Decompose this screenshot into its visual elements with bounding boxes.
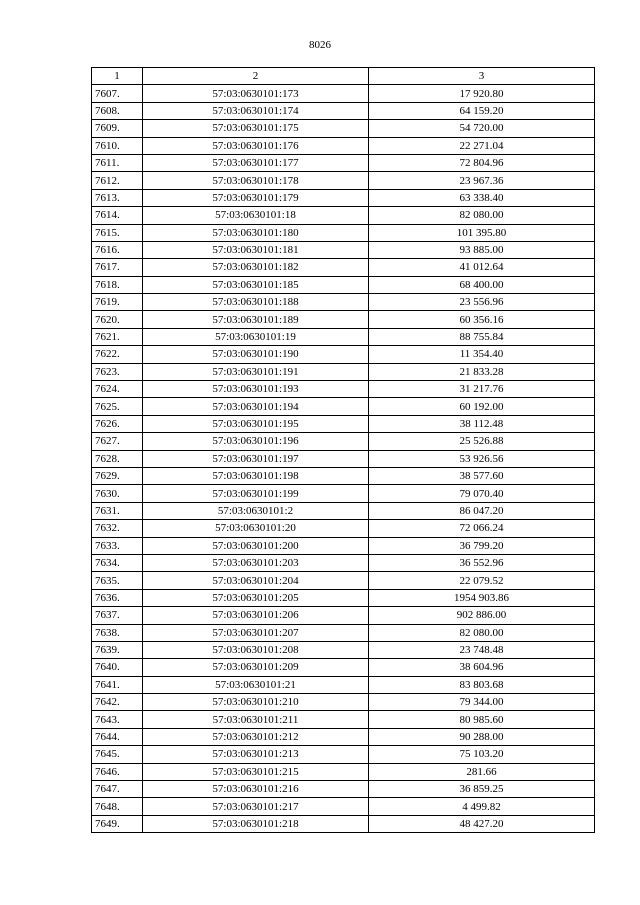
table-row [92,624,595,641]
cadastral-value-cell: 72 066.24 [369,520,595,537]
row-number-cell: 7609. [92,120,143,137]
row-number-cell: 7644. [92,728,143,745]
cadastral-value-cell: 63 338.40 [369,189,595,206]
cadastral-value-cell: 23 556.96 [369,294,595,311]
row-number-cell: 7614. [92,207,143,224]
table-row [92,311,595,328]
cadastral-value-cell: 21 833.28 [369,363,595,380]
table-row [92,433,595,450]
header-col-3: 3 [369,68,595,85]
table-row [92,676,595,693]
cadastral-number-cell: 57:03:0630101:191 [143,363,369,380]
cadastral-value-cell: 80 985.60 [369,711,595,728]
cadastral-value-cell: 38 112.48 [369,415,595,432]
cadastral-value-cell: 93 885.00 [369,241,595,258]
cadastral-number-cell: 57:03:0630101:215 [143,763,369,780]
cadastral-number-cell: 57:03:0630101:176 [143,137,369,154]
cadastral-number-cell: 57:03:0630101:204 [143,572,369,589]
cadastral-value-cell: 53 926.56 [369,450,595,467]
row-number-cell: 7612. [92,172,143,189]
cadastral-number-cell: 57:03:0630101:177 [143,154,369,171]
row-number-cell: 7626. [92,415,143,432]
header-row [92,68,595,85]
cadastral-number-cell: 57:03:0630101:198 [143,467,369,484]
cadastral-number-cell: 57:03:0630101:197 [143,450,369,467]
cadastral-value-cell: 25 526.88 [369,433,595,450]
cadastral-number-cell: 57:03:0630101:175 [143,120,369,137]
cadastral-number-cell: 57:03:0630101:209 [143,659,369,676]
cadastral-value-cell: 82 080.00 [369,624,595,641]
row-number-cell: 7634. [92,554,143,571]
table-row [92,781,595,798]
table-row [92,694,595,711]
cadastral-number-cell: 57:03:0630101:178 [143,172,369,189]
row-number-cell: 7613. [92,189,143,206]
table-row [92,589,595,606]
page-number: 8026 [309,39,331,51]
row-number-cell: 7611. [92,154,143,171]
cadastral-value-cell: 88 755.84 [369,328,595,345]
row-number-cell: 7633. [92,537,143,554]
row-number-cell: 7630. [92,485,143,502]
cadastral-number-cell: 57:03:0630101:210 [143,694,369,711]
row-number-cell: 7640. [92,659,143,676]
row-number-cell: 7616. [92,241,143,258]
cadastral-value-cell: 1954 903.86 [369,589,595,606]
table-row [92,85,595,102]
row-number-cell: 7622. [92,346,143,363]
table-row [92,815,595,832]
cadastral-value-cell: 41 012.64 [369,259,595,276]
cadastral-number-cell: 57:03:0630101:205 [143,589,369,606]
cadastral-number-cell: 57:03:0630101:200 [143,537,369,554]
row-number-cell: 7615. [92,224,143,241]
cadastral-value-cell: 22 271.04 [369,137,595,154]
table-row [92,294,595,311]
cadastral-value-cell: 83 803.68 [369,676,595,693]
row-number-cell: 7645. [92,746,143,763]
cadastral-number-cell: 57:03:0630101:208 [143,641,369,658]
cadastral-value-cell: 75 103.20 [369,746,595,763]
cadastral-value-cell: 38 577.60 [369,467,595,484]
row-number-cell: 7646. [92,763,143,780]
cadastral-number-cell: 57:03:0630101:179 [143,189,369,206]
row-number-cell: 7649. [92,815,143,832]
row-number-cell: 7638. [92,624,143,641]
row-number-cell: 7617. [92,259,143,276]
table-row [92,711,595,728]
table-row [92,763,595,780]
cadastral-number-cell: 57:03:0630101:2 [143,502,369,519]
table-row [92,537,595,554]
table-row [92,607,595,624]
table-row [92,659,595,676]
row-number-cell: 7643. [92,711,143,728]
row-number-cell: 7631. [92,502,143,519]
cadastral-value-cell: 38 604.96 [369,659,595,676]
table-row [92,415,595,432]
row-number-cell: 7627. [92,433,143,450]
row-number-cell: 7620. [92,311,143,328]
cadastral-number-cell: 57:03:0630101:180 [143,224,369,241]
cadastral-number-cell: 57:03:0630101:181 [143,241,369,258]
cadastral-number-cell: 57:03:0630101:21 [143,676,369,693]
cadastral-value-cell: 36 859.25 [369,781,595,798]
row-number-cell: 7636. [92,589,143,606]
cadastral-number-cell: 57:03:0630101:203 [143,554,369,571]
table-row [92,554,595,571]
row-number-cell: 7629. [92,467,143,484]
row-number-cell: 7637. [92,607,143,624]
cadastral-number-cell: 57:03:0630101:20 [143,520,369,537]
cadastral-number-cell: 57:03:0630101:206 [143,607,369,624]
table-row [92,485,595,502]
cadastral-value-cell: 23 967.36 [369,172,595,189]
cadastral-value-cell: 281.66 [369,763,595,780]
row-number-cell: 7648. [92,798,143,815]
cadastral-number-cell: 57:03:0630101:185 [143,276,369,293]
row-number-cell: 7619. [92,294,143,311]
cadastral-value-cell: 902 886.00 [369,607,595,624]
cadastral-value-cell: 68 400.00 [369,276,595,293]
table-row [92,207,595,224]
cadastral-value-cell: 11 354.40 [369,346,595,363]
cadastral-number-cell: 57:03:0630101:19 [143,328,369,345]
cadastral-number-cell: 57:03:0630101:190 [143,346,369,363]
cadastral-value-cell: 31 217.76 [369,381,595,398]
header-col-2: 2 [143,68,369,85]
cadastral-value-cell: 101 395.80 [369,224,595,241]
cadastral-number-cell: 57:03:0630101:193 [143,381,369,398]
row-number-cell: 7628. [92,450,143,467]
header-col-1: 1 [92,68,143,85]
cadastral-value-cell: 90 288.00 [369,728,595,745]
row-number-cell: 7635. [92,572,143,589]
cadastral-value-cell: 64 159.20 [369,102,595,119]
cadastral-number-cell: 57:03:0630101:199 [143,485,369,502]
table-row [92,467,595,484]
cadastral-value-cell: 17 920.80 [369,85,595,102]
cadastral-number-cell: 57:03:0630101:188 [143,294,369,311]
table-row [92,728,595,745]
table-row [92,502,595,519]
table-row [92,398,595,415]
table-row [92,450,595,467]
cadastral-value-cell: 22 079.52 [369,572,595,589]
cadastral-value-cell: 60 356.16 [369,311,595,328]
row-number-cell: 7647. [92,781,143,798]
row-number-cell: 7618. [92,276,143,293]
row-number-cell: 7607. [92,85,143,102]
cadastral-value-cell: 54 720.00 [369,120,595,137]
cadastral-number-cell: 57:03:0630101:211 [143,711,369,728]
table-row [92,259,595,276]
table-row [92,120,595,137]
cadastral-number-cell: 57:03:0630101:196 [143,433,369,450]
cadastral-number-cell: 57:03:0630101:213 [143,746,369,763]
row-number-cell: 7624. [92,381,143,398]
cadastral-number-cell: 57:03:0630101:207 [143,624,369,641]
cadastral-value-cell: 86 047.20 [369,502,595,519]
table-row [92,172,595,189]
table-row [92,224,595,241]
row-number-cell: 7642. [92,694,143,711]
cadastral-number-cell: 57:03:0630101:173 [143,85,369,102]
cadastral-value-cell: 36 799.20 [369,537,595,554]
row-number-cell: 7608. [92,102,143,119]
cadastral-number-cell: 57:03:0630101:217 [143,798,369,815]
cadastral-number-cell: 57:03:0630101:182 [143,259,369,276]
cadastral-value-table [91,67,595,833]
cadastral-value-cell: 60 192.00 [369,398,595,415]
row-number-cell: 7610. [92,137,143,154]
cadastral-number-cell: 57:03:0630101:218 [143,815,369,832]
table-row [92,520,595,537]
table-header [92,68,595,85]
cadastral-value-cell: 23 748.48 [369,641,595,658]
table-row [92,363,595,380]
row-number-cell: 7623. [92,363,143,380]
cadastral-number-cell: 57:03:0630101:194 [143,398,369,415]
cadastral-number-cell: 57:03:0630101:216 [143,781,369,798]
row-number-cell: 7632. [92,520,143,537]
row-number-cell: 7621. [92,328,143,345]
cadastral-number-cell: 57:03:0630101:195 [143,415,369,432]
table-row [92,241,595,258]
cadastral-value-cell: 72 804.96 [369,154,595,171]
table-row [92,346,595,363]
cadastral-number-cell: 57:03:0630101:212 [143,728,369,745]
cadastral-value-cell: 79 344.00 [369,694,595,711]
table-row [92,276,595,293]
row-number-cell: 7625. [92,398,143,415]
cadastral-value-cell: 48 427.20 [369,815,595,832]
table-row [92,137,595,154]
table-row [92,798,595,815]
cadastral-value-cell: 4 499.82 [369,798,595,815]
table-row [92,381,595,398]
row-number-cell: 7639. [92,641,143,658]
table-row [92,328,595,345]
cadastral-number-cell: 57:03:0630101:174 [143,102,369,119]
table-row [92,572,595,589]
table-row [92,154,595,171]
cadastral-value-cell: 82 080.00 [369,207,595,224]
table-row [92,746,595,763]
table-row [92,641,595,658]
cadastral-value-cell: 36 552.96 [369,554,595,571]
table-row [92,189,595,206]
table-body [92,85,595,833]
row-number-cell: 7641. [92,676,143,693]
table-row [92,102,595,119]
cadastral-number-cell: 57:03:0630101:18 [143,207,369,224]
cadastral-value-cell: 79 070.40 [369,485,595,502]
cadastral-number-cell: 57:03:0630101:189 [143,311,369,328]
